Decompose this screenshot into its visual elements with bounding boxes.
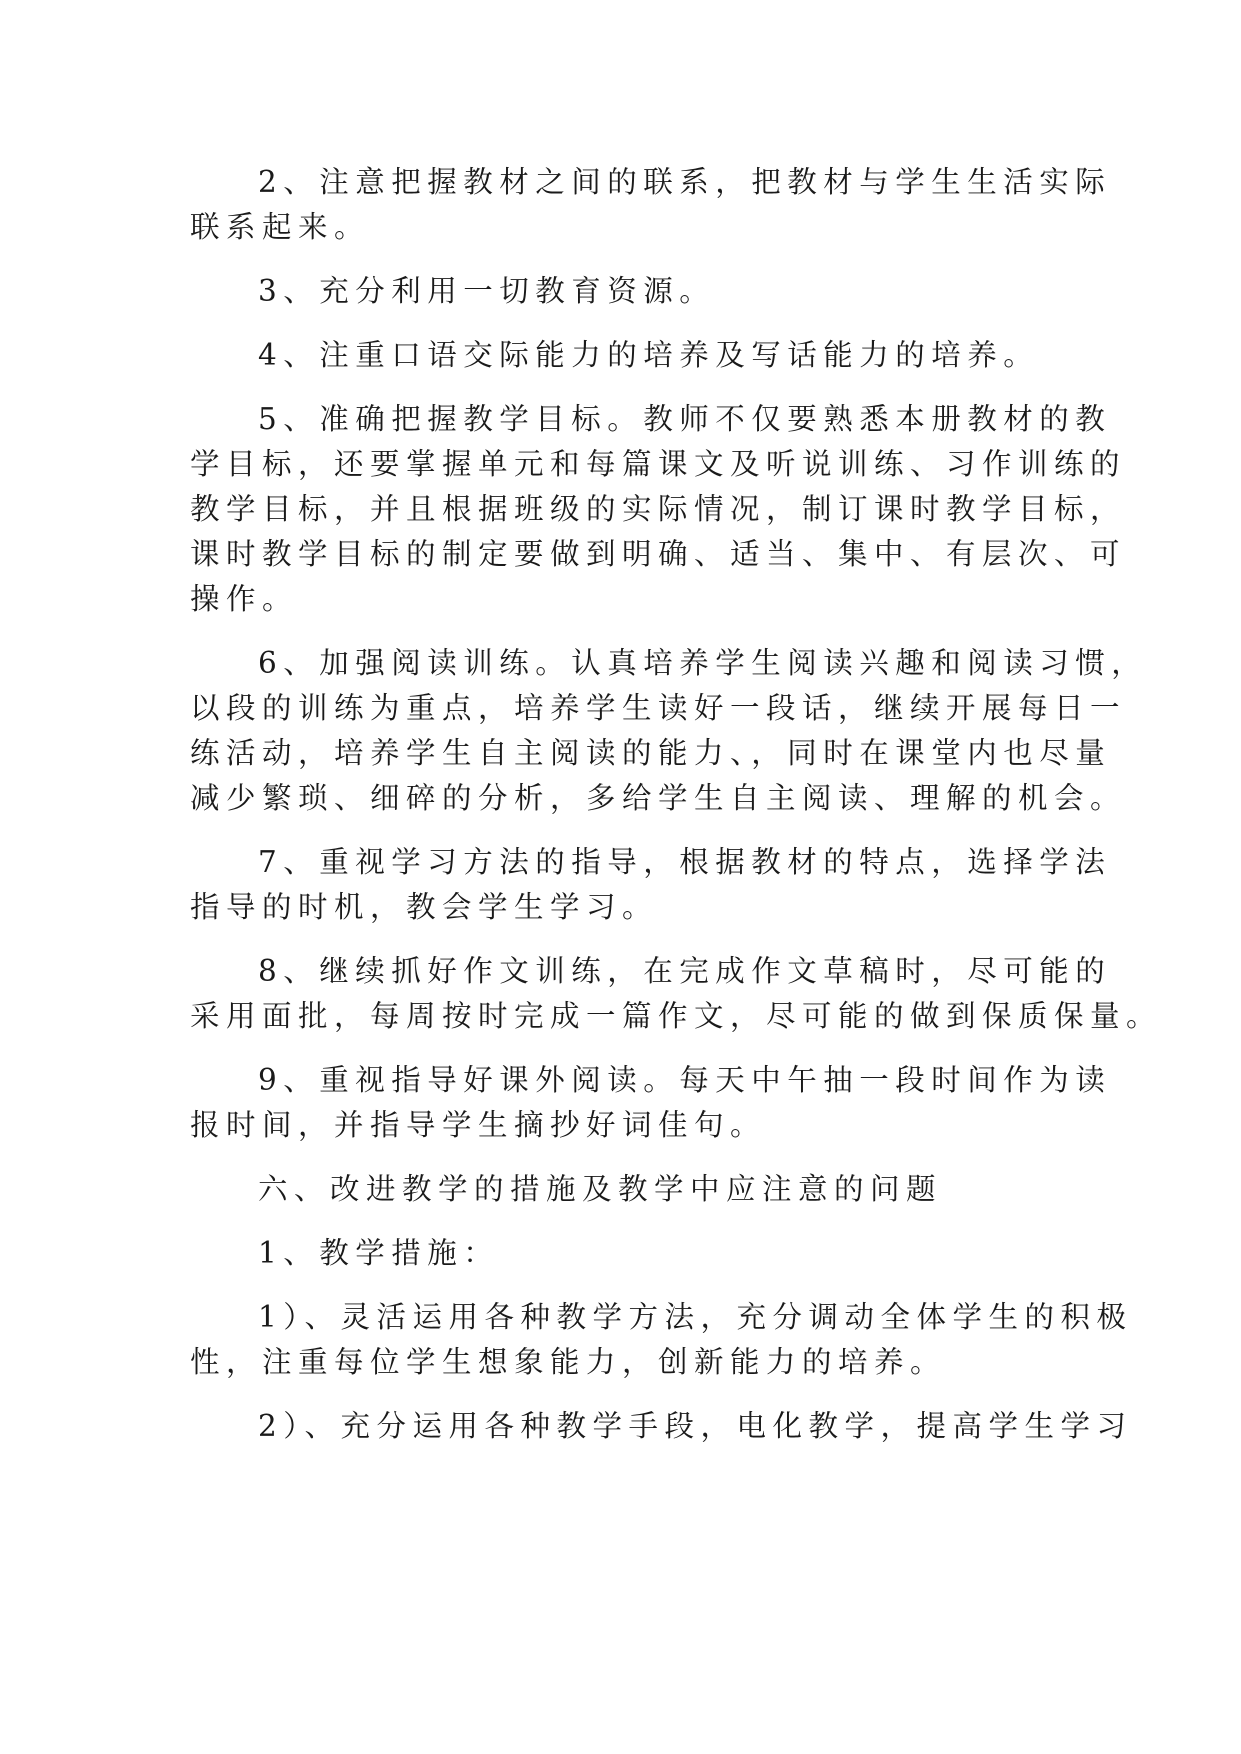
text-line: 联系起来。 [190,210,371,244]
measure-item-1 [190,1295,1133,1385]
text-line: 六、改进教学的措施及教学中应注意的问题 [258,1172,943,1206]
paragraph-item-8 [190,949,1163,1039]
text-line: 以段的训练为重点，培养学生读好一段话，继续开展每日一 [190,691,1127,725]
text-line: 6、加强阅读训练。认真培养学生阅读兴趣和阅读习惯， [258,646,1148,680]
text-line: 3、充分利用一切教育资源。 [258,274,716,308]
document-body [190,160,1163,1468]
paragraph-item-5 [190,397,1127,622]
paragraph-item-6 [190,641,1148,821]
paragraph-item-3 [190,269,1060,314]
paragraph-item-9 [190,1058,1112,1148]
text-line: 4、注重口语交际能力的培养及写话能力的培养。 [258,338,1040,372]
text-line: 课时教学目标的制定要做到明确、适当、集中、有层次、可 [190,537,1127,571]
paragraph-item-4 [190,333,1060,378]
text-line: 8、继续抓好作文训练，在完成作文草稿时，尽可能的 [258,954,1112,988]
text-line: 减少繁琐、细碎的分析，多给学生自主阅读、理解的机会。 [190,781,1127,815]
text-line: 采用面批，每周按时完成一篇作文，尽可能的做到保质保量。 [190,999,1163,1033]
paragraph-item-7 [190,840,1112,930]
text-line: 9、重视指导好课外阅读。每天中午抽一段时间作为读 [258,1063,1112,1097]
section-heading [190,1167,1060,1212]
measure-item-2 [190,1404,1133,1449]
text-line: 指导的时机，教会学生学习。 [190,890,659,924]
paragraph-item-2 [190,160,1112,250]
text-line: 练活动，培养学生自主阅读的能力、，同时在课堂内也尽量 [190,736,1112,770]
text-line: 2、注意把握教材之间的联系，把教材与学生生活实际 [258,165,1112,199]
text-line: 7、重视学习方法的指导，根据教材的特点，选择学法 [258,845,1112,879]
text-line: 5、准确把握教学目标。教师不仅要熟悉本册教材的教 [258,402,1112,436]
text-line: 1）、灵活运用各种教学方法，充分调动全体学生的积极 [258,1300,1133,1334]
text-line: 性，注重每位学生想象能力，创新能力的培养。 [190,1345,947,1379]
text-line: 2）、充分运用各种教学手段，电化教学，提高学生学习 [258,1409,1133,1443]
text-line: 1、教学措施： [258,1236,500,1270]
subsection-heading [190,1231,1060,1276]
text-line: 教学目标，并且根据班级的实际情况，制订课时教学目标， [190,492,1127,526]
text-line: 操作。 [190,582,299,616]
text-line: 报时间，并指导学生摘抄好词佳句。 [190,1108,767,1142]
text-line: 学目标，还要掌握单元和每篇课文及听说训练、习作训练的 [190,447,1127,481]
